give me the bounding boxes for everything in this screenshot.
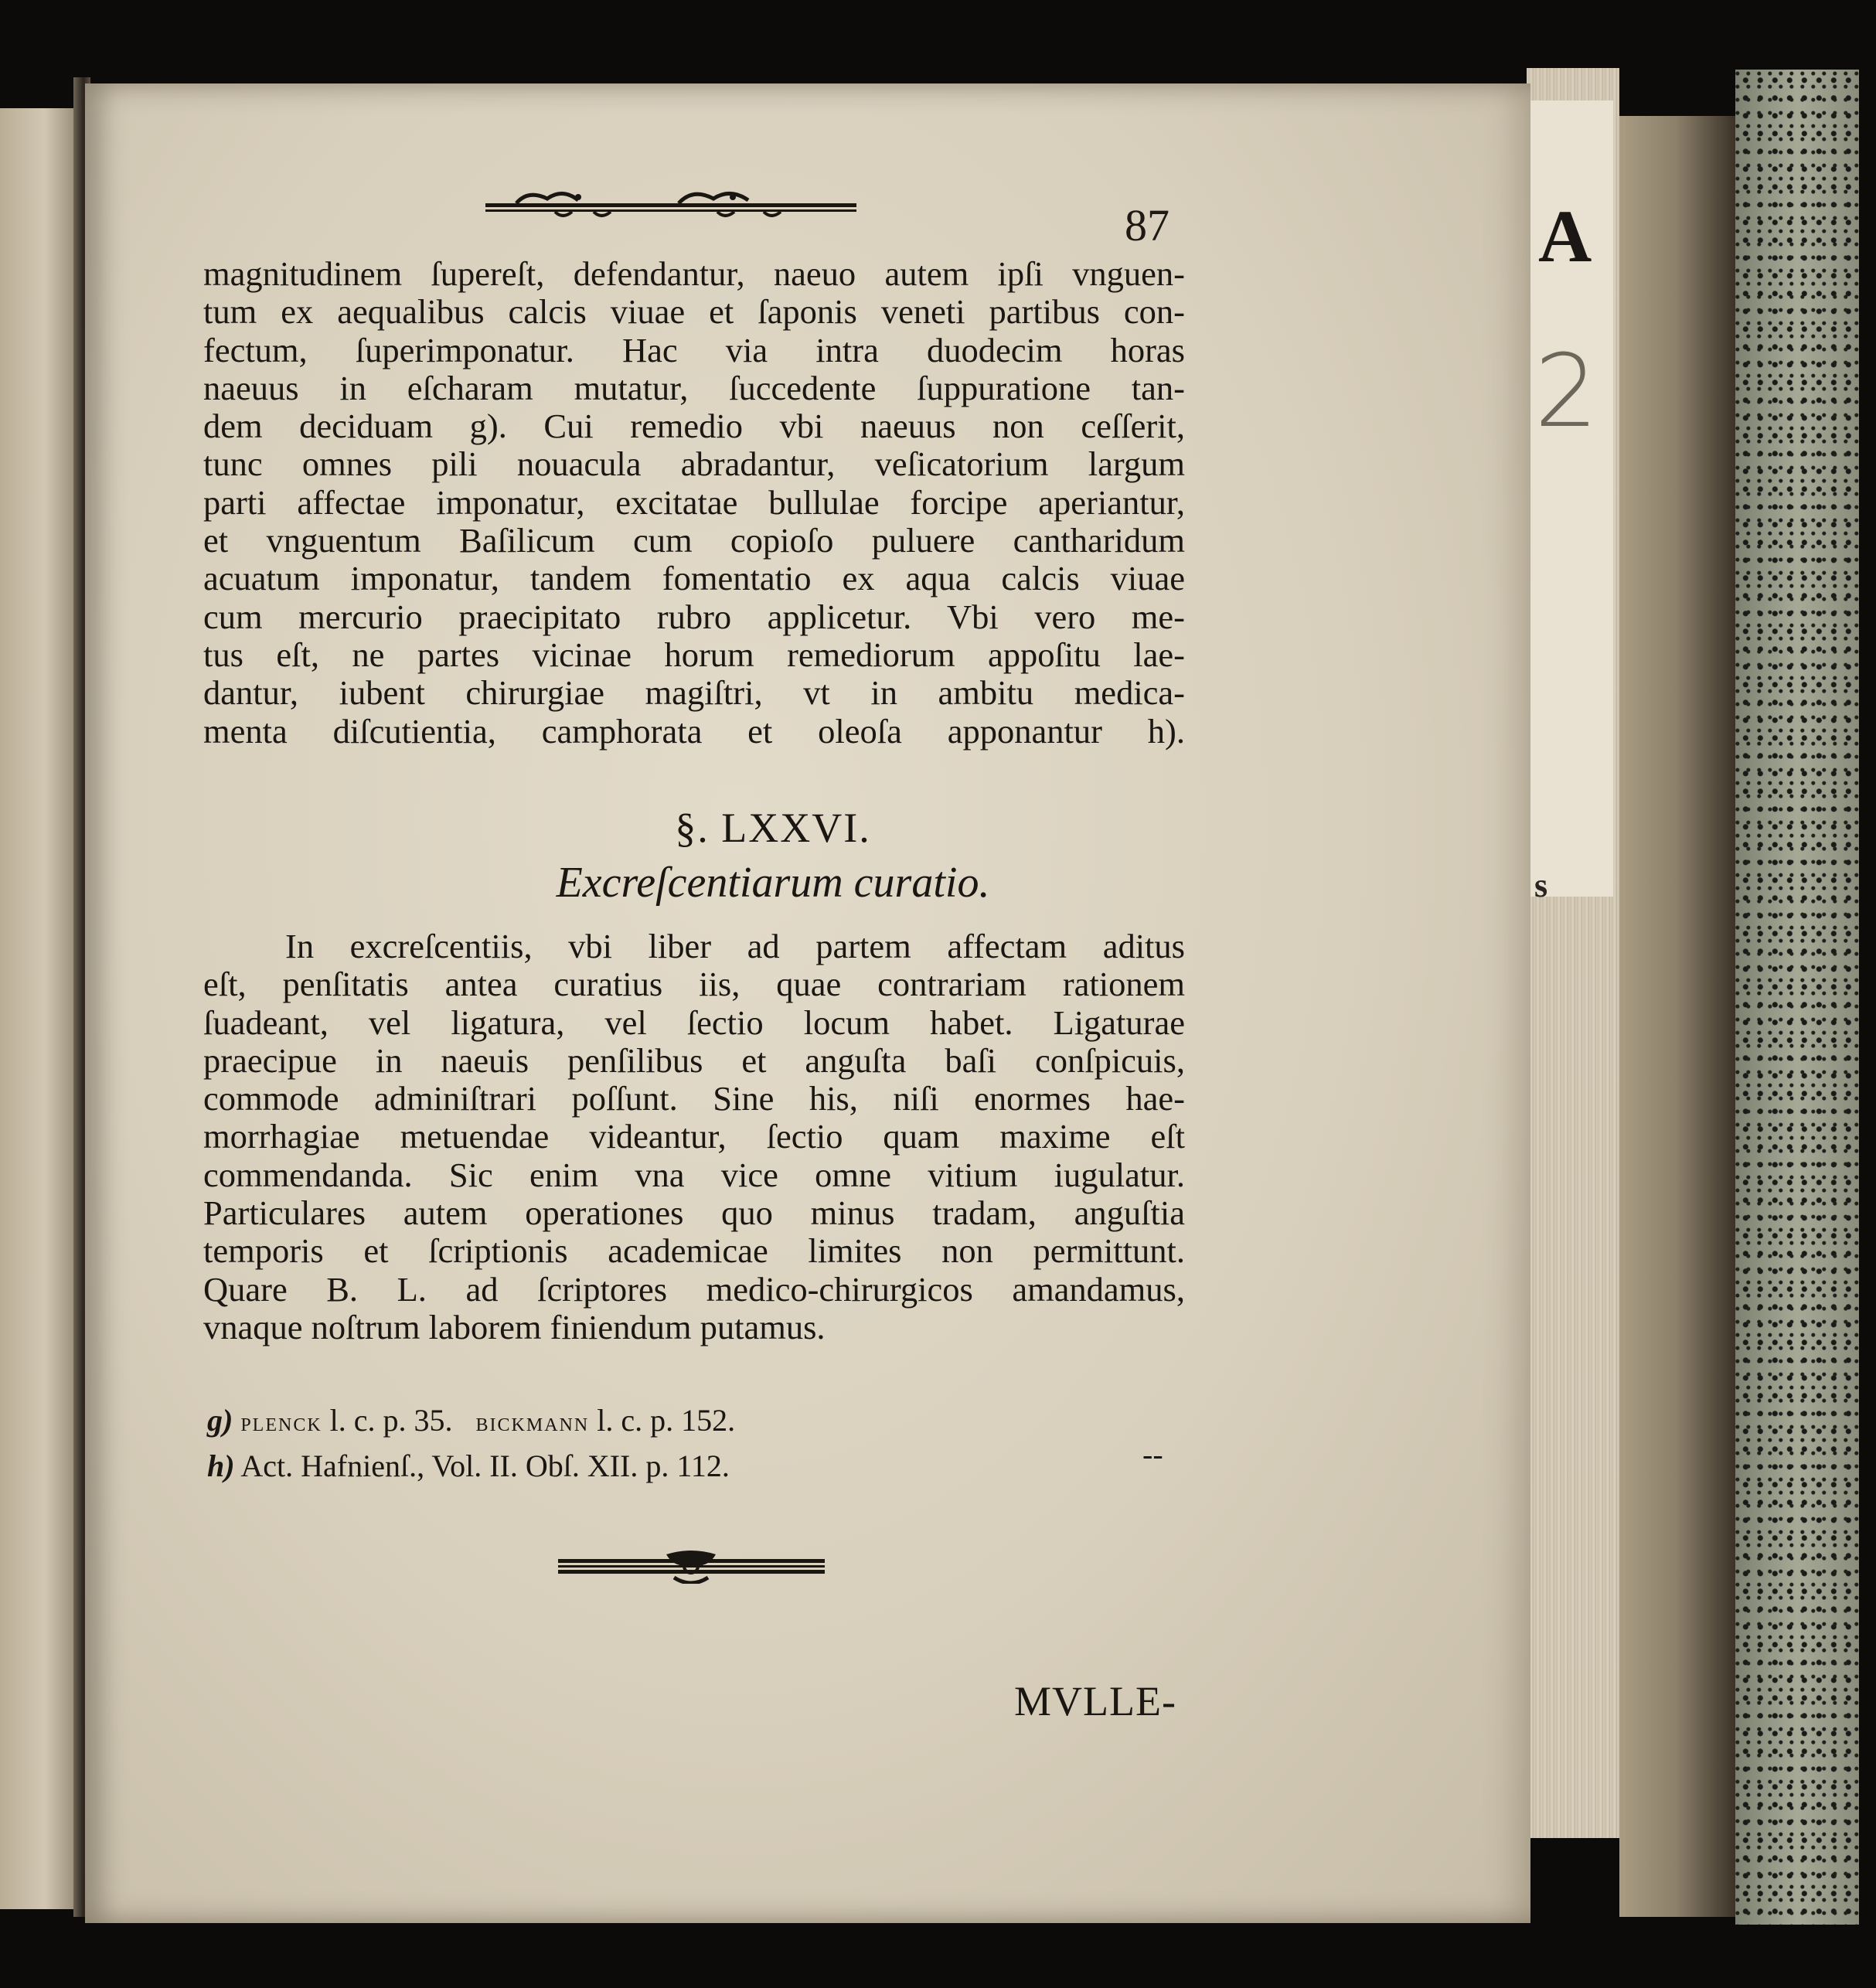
footer-ornament	[558, 1548, 825, 1584]
page-number: 87	[1125, 200, 1170, 250]
text-line: commendanda. Sic enim vna vice omne vitium iugulatur.	[203, 1155, 1185, 1194]
section-title: Excreſcentiarum curatio.	[556, 859, 990, 907]
text-line: et vnguentum Baſilicum cum copioſo puluere cantharidum	[203, 521, 1185, 560]
footnote-dash: --	[1142, 1437, 1163, 1472]
section-number: §. LXXVI.	[675, 805, 871, 851]
text-line: tus eſt, ne partes vicinae horum remediorum appoſitu lae-	[203, 635, 1185, 674]
footnote-author: plenck	[240, 1408, 322, 1437]
tab-handwritten-number: 2	[1534, 332, 1599, 450]
text-line: commode adminiſtrari poſſunt. Sine his, niſi enormes hae-	[203, 1079, 1185, 1118]
header-ornament-icon	[485, 189, 856, 223]
left-facing-page	[0, 108, 81, 1909]
footnotes	[207, 1399, 1212, 1488]
tab-letter: A	[1538, 195, 1592, 277]
text-line: menta diſcutientia, camphorata et oleoſa apponantur h).	[203, 711, 1185, 751]
text-line: parti affectae imponatur, excitatae bullulae forcipe aperiantur,	[203, 482, 1185, 522]
footnote-ref: l. c. p. 35.	[329, 1403, 453, 1438]
body-paragraph	[203, 255, 1185, 751]
marbled-cover	[1735, 70, 1859, 1925]
text-line: Particulares autem operationes quo minus tradam, anguſtia	[203, 1193, 1185, 1233]
text-line: eſt, penſitatis antea curatius iis, quae contrariam rationem	[203, 965, 1185, 1004]
section-paragraph	[203, 928, 1185, 1346]
footnote-g	[207, 1399, 1212, 1445]
text-line: acuatum imponatur, tandem fomentatio ex aqua calcis viuae	[203, 559, 1185, 598]
text-line: praecipue in naeuis penſilibus et anguſta baſi conſpicuis,	[203, 1040, 1185, 1080]
tab-fragment: s	[1534, 866, 1548, 904]
footer-ornament-icon	[558, 1548, 825, 1584]
text-line: magnitudinem ſupereſt, defendantur, naeuo autem ipſi vnguen-	[203, 254, 1185, 293]
text-line: tum ex aequalibus calcis viuae et ſaponis veneti partibus con-	[203, 292, 1185, 332]
footnote-mark: g)	[207, 1403, 233, 1438]
text-line: naeuus in eſcharam mutatur, ſuccedente ſuppuratione tan-	[203, 368, 1185, 407]
catchword: MVLLE-	[1014, 1678, 1176, 1724]
footnote-mark: h)	[207, 1448, 235, 1483]
text-line: ſuadeant, vel ligatura, vel ſectio locum habet. Ligaturae	[203, 1003, 1185, 1042]
text-line: Quare B. L. ad ſcriptores medico-chirurgicos amandamus,	[203, 1269, 1185, 1309]
footnote-author: bickmann	[475, 1408, 590, 1437]
text-line: dantur, iubent chirurgiae magiſtri, vt in ambitu medica-	[203, 673, 1185, 713]
footnote-h	[207, 1445, 1212, 1488]
text-line: dem deciduam g). Cui remedio vbi naeuus non ceſſerit,	[203, 407, 1185, 446]
footnote-text: Act. Hafnienſ., Vol. II. Obſ. XII. p. 112.	[240, 1448, 730, 1483]
header-ornament	[485, 189, 856, 223]
page-edge-shadow	[1619, 116, 1735, 1917]
text-line: cum mercurio praecipitato rubro applicetur. Vbi vero me-	[203, 597, 1185, 636]
text-line: In excreſcentiis, vbi liber ad partem affectam aditus	[285, 927, 1185, 965]
text-line: tunc omnes pili nouacula abradantur, veſicatorium largum	[203, 444, 1185, 484]
text-line: temporis et ſcriptionis academicae limites non permittunt.	[203, 1231, 1185, 1271]
footnote-ref: l. c. p. 152.	[597, 1403, 736, 1438]
text-line: morrhagiae metuendae videantur, ſectio quam maxime eſt	[203, 1117, 1185, 1156]
text-line: fectum, ſuperimponatur. Hac via intra duodecim horas	[203, 330, 1185, 369]
text-line: vnaque noſtrum laborem finiendum putamus.	[203, 1307, 826, 1346]
